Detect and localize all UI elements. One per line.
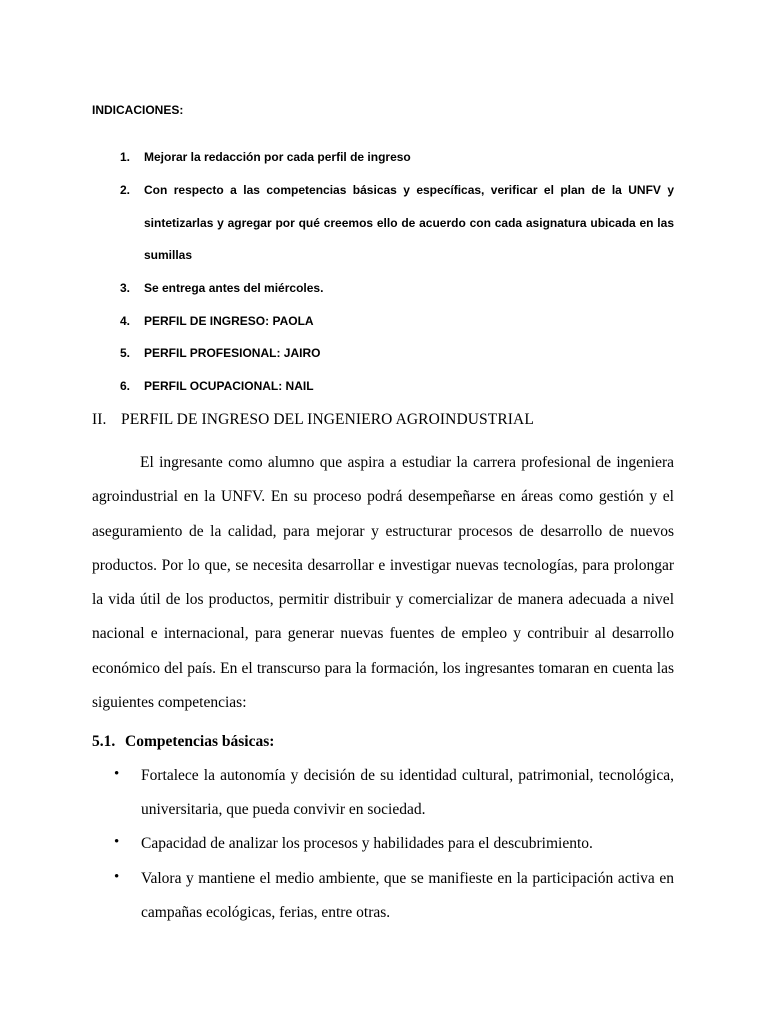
subsection-number: 5.1. — [92, 733, 116, 750]
item-number: 6. — [119, 379, 130, 393]
item-text: Mejorar la redacción por cada perfil de ingreso — [144, 150, 411, 164]
item-number: 1. — [119, 150, 130, 164]
bullet-text: Fortalece la autonomía y decisión de su identidad cultural, patrimonial, tecnológica, universitaria, que pueda convivir en sociedad. — [141, 767, 674, 818]
item-number: 2. — [119, 183, 130, 197]
item-text: PERFIL DE INGRESO: PAOLA — [144, 314, 314, 328]
section-title: PERFIL DE INGRESO DEL INGENIERO AGROINDUSTRIAL — [121, 411, 534, 428]
item-text-line: sintetizarlas y agregar por qué creemos ello de acuerdo con cada asignatura ubicada en las — [144, 216, 674, 230]
bullet-icon: • — [114, 766, 120, 782]
section-number: II. — [92, 411, 107, 428]
section-paragraph: El ingresante como alumno que aspira a estudiar la carrera profesional de ingeniera agroindustrial en la UNFV. En su proceso podrá desempeñarse en áreas como gestión y el aseguramiento de la calidad, para mejorar y estructurar procesos de desarrollo de nuevos productos. Por lo que, se necesita desarrollar e investigar nuevas tecnologías, para prolongar la vida útil de los productos, permitir distribuir y comercializar de manera adecuada a nivel nacional e internacional, para generar nuevas fuentes de empleo y contribuir al desarrollo económico del país. En el transcurso para la formación, los ingresantes tomaran en cuenta las siguientes competencias: — [92, 454, 674, 712]
indicaciones-title: INDICACIONES: — [92, 103, 184, 117]
item-text: PERFIL OCUPACIONAL: NAIL — [144, 379, 314, 393]
bullet-text: Valora y mantiene el medio ambiente, que se manifieste en la participación activa en campañas ecológicas, ferias, entre otras. — [141, 870, 674, 921]
item-number: 5. — [119, 346, 130, 360]
bullet-text: Capacidad de analizar los procesos y habilidades para el descubrimiento. — [141, 835, 593, 852]
bullet-icon: • — [114, 869, 120, 885]
item-text: PERFIL PROFESIONAL: JAIRO — [144, 346, 321, 360]
item-number: 4. — [119, 314, 130, 328]
subsection-title: Competencias básicas: — [125, 733, 275, 750]
item-text: Se entrega antes del miércoles. — [144, 281, 324, 295]
bullet-icon: • — [114, 834, 120, 850]
item-text-line: Con respecto a las competencias básicas y específicas, verificar el plan de la UNFV y — [144, 183, 674, 197]
item-number: 3. — [119, 281, 130, 295]
item-text-line: sumillas — [144, 248, 193, 262]
